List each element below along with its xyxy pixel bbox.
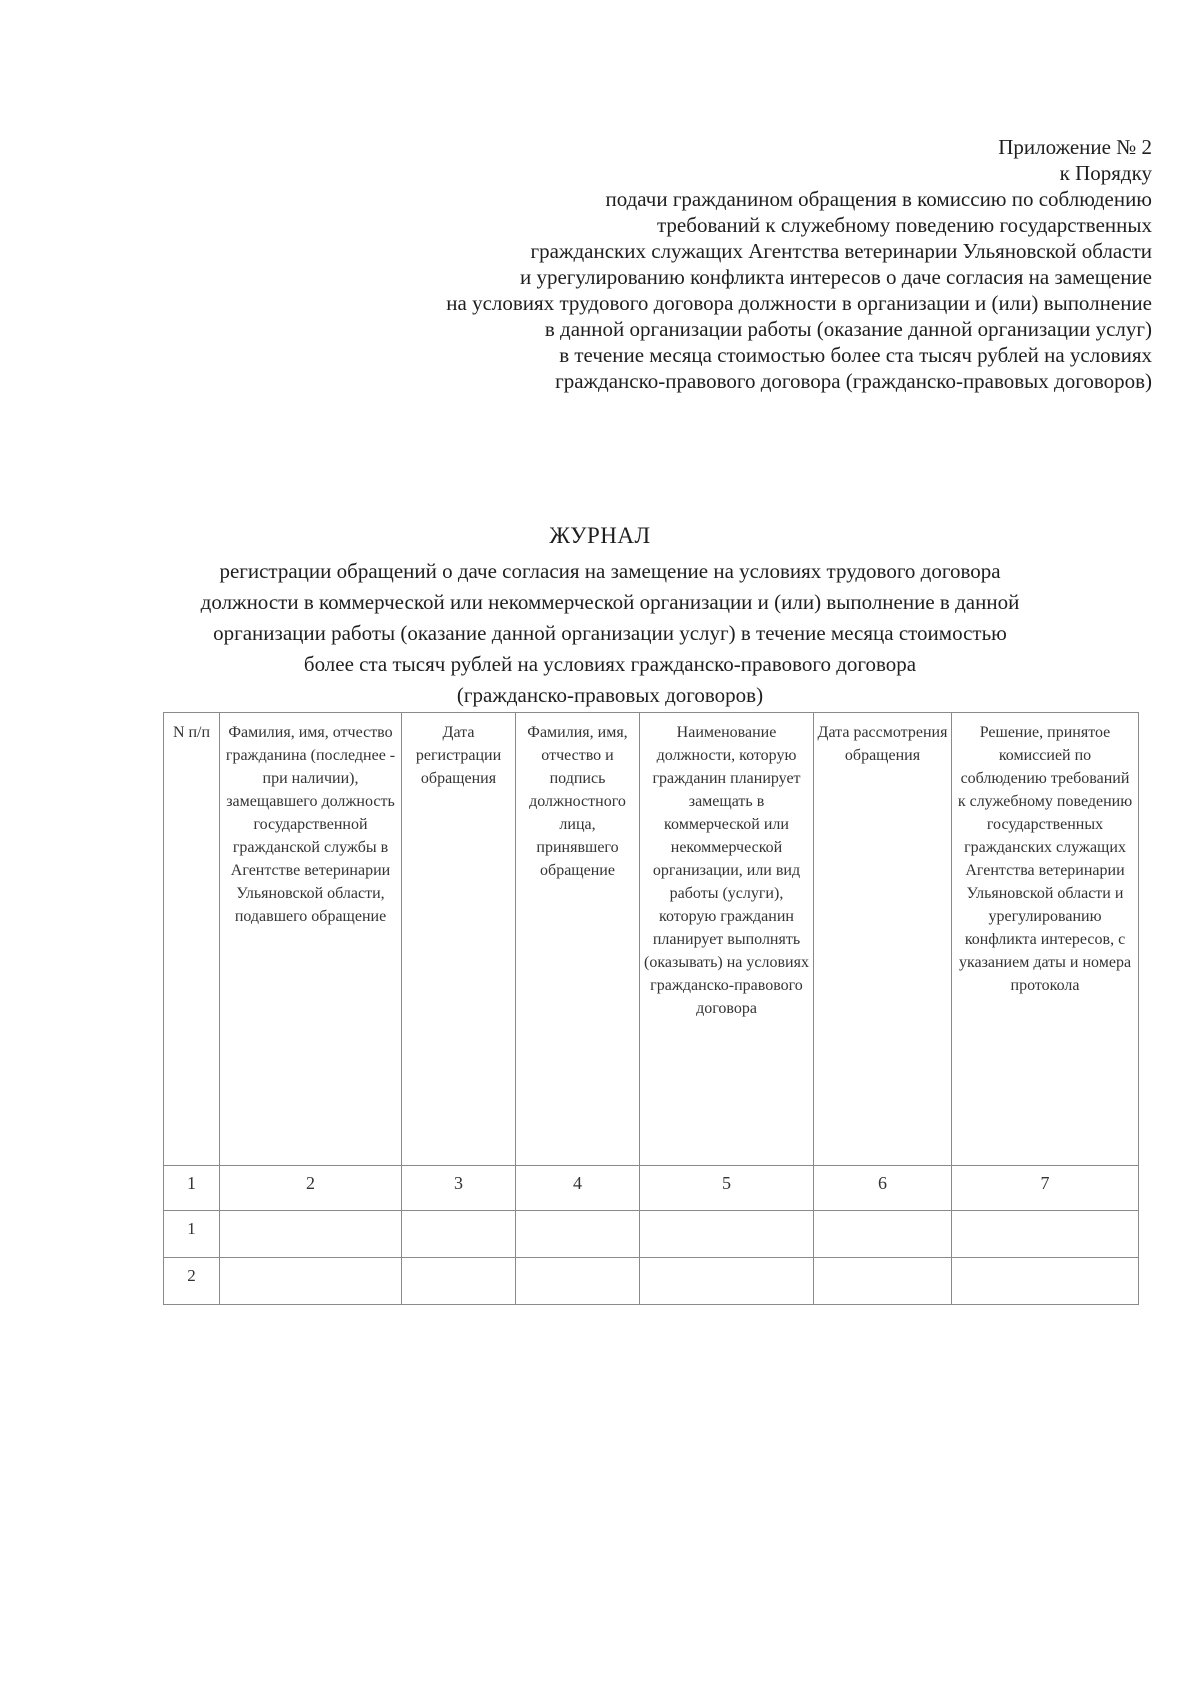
journal-subtitle-line: (гражданско-правовых договоров) (456, 683, 764, 707)
table-cell (516, 1211, 640, 1258)
table-cell (402, 1258, 516, 1305)
table-cell: 2 (164, 1258, 220, 1305)
table-cell (814, 1211, 952, 1258)
table-header-row (164, 713, 1139, 1166)
appendix-line: в течение месяца стоимостью более ста тысяч рублей на условиях (559, 343, 1152, 367)
header-number: N п/п (164, 713, 220, 1166)
journal-subtitle-line: должности в коммерческой или некоммерческой организации и (или) выполнение в данной (200, 590, 1020, 614)
appendix-block (252, 134, 1152, 394)
appendix-line: и урегулированию конфликта интересов о даче согласия на замещение (519, 265, 1152, 289)
header-review-date: Дата рассмотрения обращения (814, 713, 952, 1166)
column-number: 1 (164, 1166, 220, 1211)
header-position: Наименование должности, которую гражданин планирует замещать в коммерческой или некоммерческой организации, или вид работы (услуги), которую гражданин планирует выполнять (оказывать) на условиях гражданско-правового договора (640, 713, 814, 1166)
table-cell (952, 1258, 1139, 1305)
journal-title: ЖУРНАЛ (549, 523, 651, 548)
header-citizen-name: Фамилия, имя, отчество гражданина (последнее - при наличии), замещавшего должность государственной гражданской службы в Агентстве ветеринарии Ульяновской области, подавшего обращение (220, 713, 402, 1166)
table-row (164, 1258, 1139, 1305)
column-number: 3 (402, 1166, 516, 1211)
header-commission-decision: Решение, принятое комиссией по соблюдению требований к служебному поведению государственных гражданских служащих Агентства ветеринарии Ульяновской области и урегулированию конфликта интересов, с указанием даты и номера протокола (952, 713, 1139, 1166)
appendix-line: требований к служебному поведению государственных (657, 213, 1152, 237)
table-cell (516, 1258, 640, 1305)
column-number: 2 (220, 1166, 402, 1211)
register-table (163, 712, 1139, 1305)
column-number: 7 (952, 1166, 1139, 1211)
table-cell (220, 1258, 402, 1305)
appendix-line: гражданско-правового договора (гражданско-правовых договоров) (555, 369, 1152, 393)
journal-subtitle-line: регистрации обращений о даче согласия на замещение на условиях трудового договора (219, 559, 1001, 583)
column-number: 4 (516, 1166, 640, 1211)
appendix-line: гражданских служащих Агентства ветеринарии Ульяновской области (530, 239, 1152, 263)
table-cell (640, 1258, 814, 1305)
appendix-line: в данной организации работы (оказание данной организации услуг) (544, 317, 1152, 341)
journal-subtitle (150, 556, 1070, 711)
column-number: 6 (814, 1166, 952, 1211)
table-cell (640, 1211, 814, 1258)
journal-subtitle-line: организации работы (оказание данной организации услуг) в течение месяца стоимостью (213, 621, 1007, 645)
header-official-name: Фамилия, имя, отчество и подпись должностного лица, принявшего обращение (516, 713, 640, 1166)
appendix-line: на условиях трудового договора должности в организации и (или) выполнение (446, 291, 1152, 315)
appendix-line: подачи гражданином обращения в комиссию по соблюдению (605, 187, 1152, 211)
table-row (164, 1211, 1139, 1258)
table-cell (402, 1211, 516, 1258)
appendix-line: Приложение № 2 (998, 135, 1152, 159)
column-number-row (164, 1166, 1139, 1211)
table-cell (952, 1211, 1139, 1258)
journal-subtitle-line: более ста тысяч рублей на условиях гражданско-правового договора (303, 652, 917, 676)
appendix-line: к Порядку (1059, 161, 1152, 185)
column-number: 5 (640, 1166, 814, 1211)
table-cell: 1 (164, 1211, 220, 1258)
header-registration-date: Дата регистрации обращения (402, 713, 516, 1166)
table-cell (814, 1258, 952, 1305)
table-cell (220, 1211, 402, 1258)
